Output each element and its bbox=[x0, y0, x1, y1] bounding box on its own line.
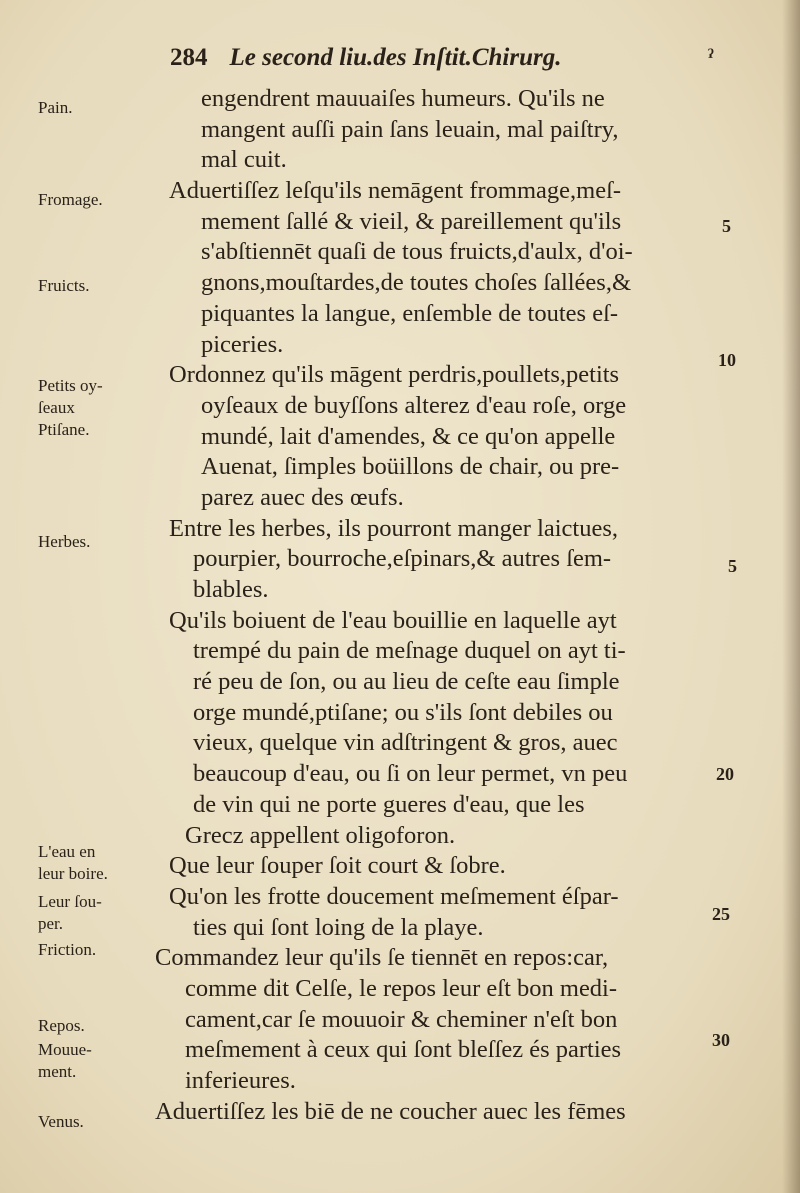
text-line: trempé du pain de meſnage duquel on ayt ti- bbox=[193, 637, 626, 665]
page-edge-shadow bbox=[782, 0, 800, 1193]
line-number-20: 20 bbox=[716, 764, 734, 784]
text-line: Ordonnez qu'ils māgent perdris,poullets,petits bbox=[169, 361, 620, 389]
main-text bbox=[155, 84, 710, 1127]
margin-note-venus: Venus. bbox=[38, 1112, 84, 1131]
text-line: mal cuit. bbox=[201, 146, 287, 174]
text-line: blables. bbox=[193, 576, 269, 603]
text-line: mangent auſſi pain ſans leuain, mal paiſtry, bbox=[201, 115, 619, 143]
corner-mark: ˀ bbox=[708, 44, 714, 69]
text-line: meſmement à ceux qui ſont bleſſez és parties bbox=[185, 1036, 622, 1064]
margin-note-petits-oyseaux-2: ſeaux bbox=[38, 398, 75, 417]
text-line: beaucoup d'eau, ou ſi on leur permet, vn peu bbox=[193, 760, 628, 788]
text-line: Aduertiſſez leſqu'ils nemāgent frommage,meſ- bbox=[169, 177, 622, 205]
line-number-10: 10 bbox=[718, 350, 736, 370]
margin-note-friction: Friction. bbox=[38, 940, 97, 959]
text-line: mundé, lait d'amendes, & ce qu'on appelle bbox=[201, 422, 616, 450]
margin-note-souper-1: Leur ſou- bbox=[38, 892, 102, 911]
text-line: inferieures. bbox=[185, 1067, 296, 1094]
margin-note-repos: Repos. bbox=[38, 1016, 85, 1035]
margin-note-fruicts: Fruicts. bbox=[38, 276, 90, 295]
text-line: Commandez leur qu'ils ſe tiennēt en repos:car, bbox=[155, 944, 609, 972]
text-line: Que leur ſouper ſoit court & ſobre. bbox=[169, 852, 506, 880]
text-line: Grecz appellent oligoforon. bbox=[185, 821, 456, 849]
margin-note-souper-2: per. bbox=[38, 914, 64, 933]
text-line: ré peu de ſon, ou au lieu de ceſte eau ſimple bbox=[193, 668, 620, 696]
text-line: Aduertiſſez les biē de ne coucher auec les fēmes bbox=[155, 1097, 626, 1125]
line-number-15: 5 bbox=[728, 556, 737, 576]
margin-note-mouuement-1: Mouue- bbox=[38, 1040, 92, 1059]
margin-note-ptisane: Ptiſane. bbox=[38, 420, 90, 439]
text-line: piquantes la langue, enſemble de toutes eſ- bbox=[201, 299, 619, 327]
page-header bbox=[170, 44, 714, 84]
text-line: parez auec des œufs. bbox=[201, 483, 404, 511]
text-line: de vin qui ne porte gueres d'eau, que les bbox=[193, 790, 585, 818]
text-line: Auenat, ſimples boüillons de chair, ou pre- bbox=[201, 453, 620, 481]
running-title: Le second liu.des Inſtit.Chirurg. bbox=[229, 44, 562, 71]
text-line: orge mundé,ptiſane; ou s'ils ſont debiles ou bbox=[193, 698, 613, 726]
margin-note-petits-oyseaux-1: Petits oy- bbox=[38, 376, 103, 395]
text-line: oyſeaux de buyſſons alterez d'eau roſe, orge bbox=[201, 391, 627, 419]
margin-note-leau-2: leur boire. bbox=[38, 864, 108, 883]
text-line: cament,car ſe mouuoir & cheminer n'eſt bon bbox=[185, 1005, 618, 1033]
text-line: pourpier, bourroche,eſpinars,& autres ſem- bbox=[193, 545, 612, 573]
text-line: engendrent mauuaiſes humeurs. Qu'ils ne bbox=[201, 85, 605, 112]
text-line: ties qui ſont loing de la playe. bbox=[193, 913, 484, 941]
margin-note-herbes: Herbes. bbox=[38, 532, 91, 551]
margin-note-fromage: Fromage. bbox=[38, 190, 103, 209]
page-number: 284 bbox=[170, 44, 208, 71]
line-number-25: 25 bbox=[712, 904, 730, 924]
line-number-5: 5 bbox=[722, 216, 731, 236]
margin-note-pain: Pain. bbox=[38, 98, 73, 117]
text-line: s'abſtiennēt quaſi de tous fruicts,d'aulx, d'oi- bbox=[201, 238, 633, 266]
text-line: comme dit Celſe, le repos leur eſt bon medi- bbox=[185, 974, 618, 1002]
text-line: Entre les herbes, ils pourront manger laictues, bbox=[169, 514, 619, 542]
text-line: gnons,mouſtardes,de toutes choſes ſallées,& bbox=[201, 269, 632, 297]
margin-note-mouuement-2: ment. bbox=[38, 1062, 77, 1081]
margin-note-leau-1: L'eau en bbox=[38, 842, 96, 861]
text-line: Qu'ils boiuent de l'eau bouillie en laquelle ayt bbox=[169, 606, 617, 634]
text-line: piceries. bbox=[201, 330, 284, 358]
text-line: mement ſallé & vieil, & pareillement qu'ils bbox=[201, 207, 622, 235]
text-line: vieux, quelque vin adſtringent & gros, auec bbox=[193, 729, 618, 757]
text-line: Qu'on les frotte doucement meſmement éſpar- bbox=[169, 882, 619, 910]
line-number-30: 30 bbox=[712, 1030, 730, 1050]
